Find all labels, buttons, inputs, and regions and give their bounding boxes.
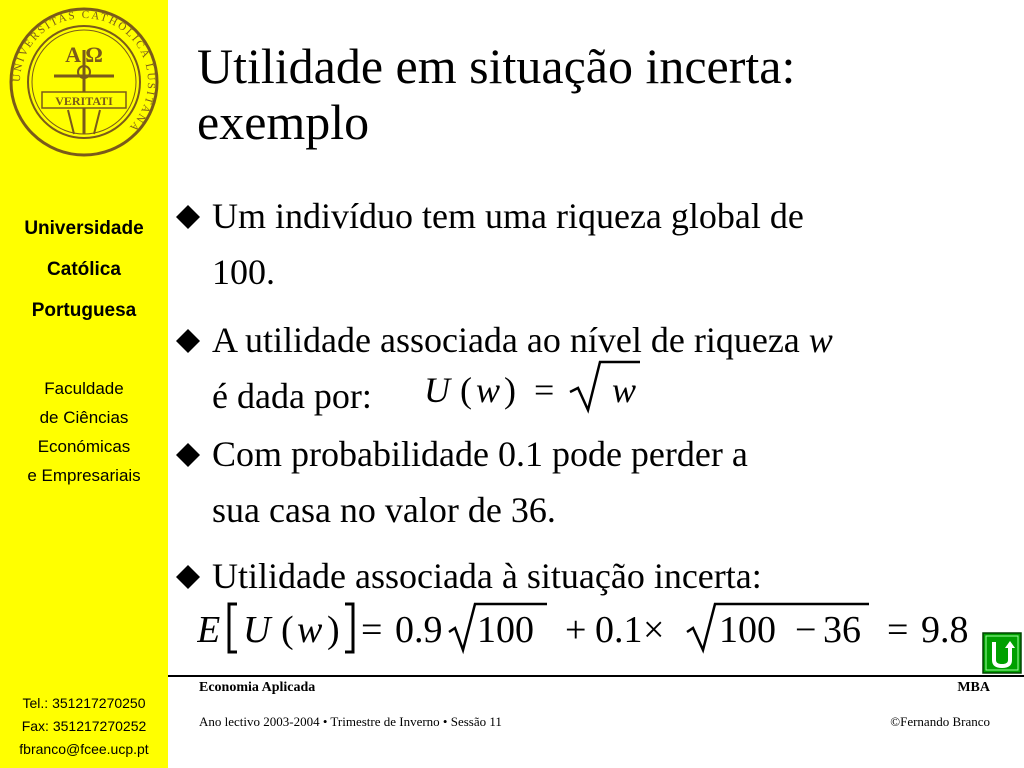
faculty-line: e Empresariais — [27, 466, 141, 485]
footer-session: Ano lectivo 2003-2004 • Trimestre de Inverno • Sessão 11 — [199, 714, 502, 729]
formula-symbol: = — [534, 370, 555, 410]
title-line: exemplo — [197, 94, 370, 150]
title-line: Utilidade em situação incerta: — [197, 38, 796, 94]
svg-text:A Ω: A Ω — [65, 42, 103, 67]
formula-symbol: 0.1 — [595, 609, 643, 651]
footer-author: ©Fernando Branco — [890, 714, 990, 729]
wealth-variable: w — [808, 320, 833, 360]
footer-program: MBA — [957, 680, 990, 695]
university-seal-logo — [8, 6, 160, 158]
formula-symbol: w — [612, 370, 637, 410]
formula-symbol: 9.8 — [921, 609, 969, 651]
university-line: Universidade — [24, 218, 144, 239]
diamond-bullet-icon — [174, 203, 202, 231]
bullet-line: sua casa no valor de 36. — [212, 490, 556, 530]
formula-symbol: U — [243, 609, 271, 651]
u-return-icon[interactable] — [982, 632, 1022, 674]
faculty-name — [0, 374, 168, 490]
formula-symbol: 100 — [477, 609, 534, 651]
diamond-bullet-icon — [174, 441, 202, 469]
faculty-line: Faculdade — [44, 379, 124, 398]
contact-fax: Fax: 351217270252 — [21, 718, 147, 734]
bullet-text — [212, 426, 748, 538]
diamond-bullet-icon — [174, 327, 202, 355]
formula-symbol: ( — [460, 370, 472, 410]
formula-symbol: × — [643, 609, 665, 651]
formula-symbol: 36 — [823, 609, 861, 651]
faculty-line: Económicas — [37, 437, 131, 456]
contact-email[interactable]: fbranco@fcee.ucp.pt — [19, 741, 149, 757]
formula-symbol: U — [424, 370, 450, 410]
bullet-line: é dada por: — [212, 376, 372, 416]
faculty-line: de Ciências — [39, 408, 129, 427]
left-bracket — [229, 604, 237, 652]
footer-course: Economia Aplicada — [199, 680, 316, 695]
bullet-line: Um indivíduo tem uma riqueza global de — [212, 196, 804, 236]
university-line: Portuguesa — [31, 300, 137, 321]
formula-symbol: − — [795, 609, 817, 651]
formula-symbol: + — [565, 609, 587, 651]
university-name — [0, 208, 168, 331]
expected-utility-formula — [197, 596, 987, 658]
bullet-line: Utilidade associada à situação incerta: — [212, 556, 762, 596]
formula-symbol: ) — [504, 370, 516, 410]
university-line: Católica — [47, 259, 121, 280]
formula-symbol: w — [476, 370, 501, 410]
formula-symbol: 0.9 — [395, 609, 443, 651]
svg-text:VERITATI: VERITATI — [55, 94, 113, 108]
contact-info — [0, 692, 168, 761]
svg-text:): ) — [327, 609, 340, 651]
formula-symbol: E — [197, 609, 221, 651]
formula-symbol: = — [887, 609, 909, 651]
sidebar — [0, 0, 168, 768]
utility-function-formula — [424, 358, 644, 414]
formula-symbol: 100 — [719, 609, 776, 651]
slide-title — [197, 38, 1007, 150]
svg-text:UNIVERSITAS CATHOLICA LUSITANA: UNIVERSITAS CATHOLICA LUSITANA — [10, 8, 158, 135]
diamond-bullet-icon — [174, 563, 202, 591]
footer-divider — [168, 675, 1024, 677]
formula-symbol: w — [297, 609, 323, 651]
contact-phone: Tel.: 351217270250 — [22, 695, 146, 711]
bullet-line: 100. — [212, 252, 275, 292]
formula-symbol: = — [361, 609, 383, 651]
right-bracket — [345, 604, 353, 652]
bullet-line: Com probabilidade 0.1 pode perder a — [212, 434, 748, 474]
bullet-line-text: A utilidade associada ao nível de riqueza — [212, 320, 809, 360]
svg-text:(: ( — [281, 609, 294, 651]
bullet-text — [212, 188, 804, 300]
